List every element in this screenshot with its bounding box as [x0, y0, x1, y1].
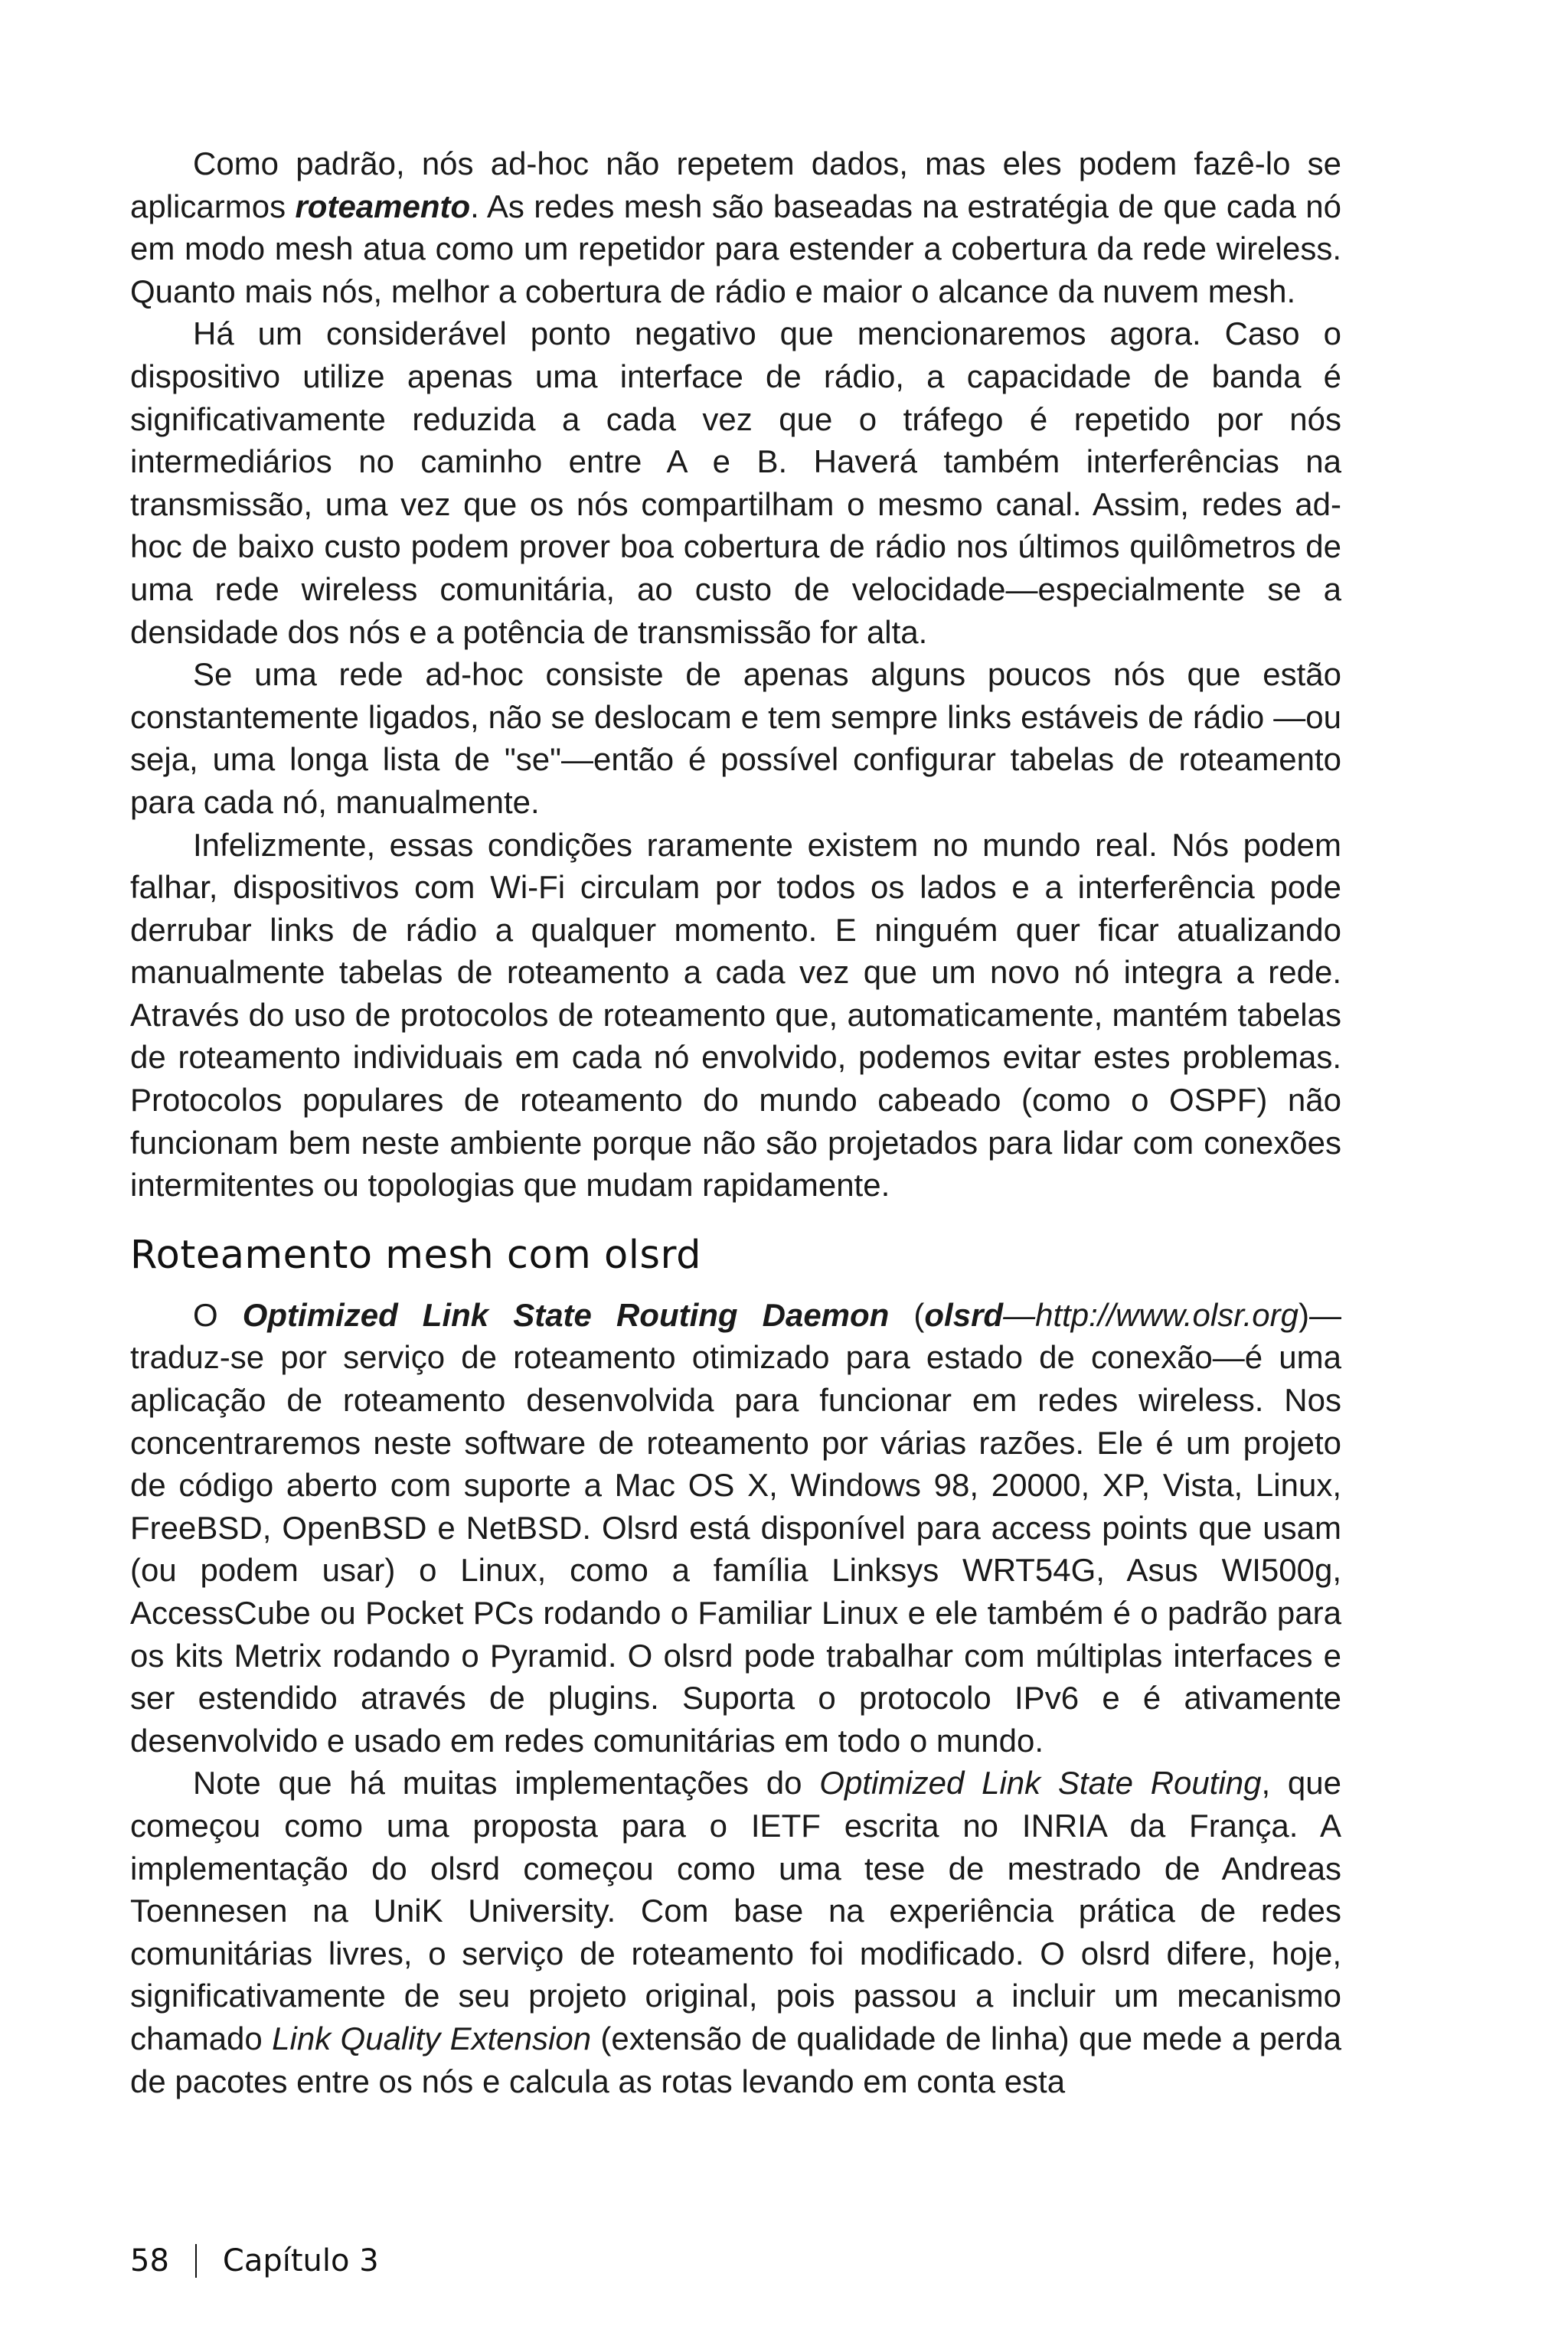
text-run: Optimized Link State Routing Daemon	[242, 1296, 890, 1333]
text-run: Link Quality Extension	[272, 2020, 592, 2056]
paragraph-static-routing	[130, 653, 1341, 823]
page-body	[130, 142, 1341, 2102]
text-run: O	[193, 1296, 243, 1333]
text-run: Há um considerável ponto negativo que mencionaremos agora. Caso o dispositivo utilize apenas uma interface de rádio, a capacidade de banda é significativamente reduzida a cada vez que o tráfego é repetido por nós intermediários no caminho entre A e B. Haverá também interferências na transmissão, uma vez que os nós compartilham o mesmo canal. Assim, redes ad-hoc de baixo custo podem prover boa cobertura de rádio nos últimos quilômetros de uma rede wireless comunitária, ao custo de velocidade—especialmente se a densidade dos nós e a potência de transmissão for alta.	[130, 315, 1341, 650]
text-run: Se uma rede ad-hoc consiste de apenas alguns poucos nós que estão constantemente ligados, não se deslocam e tem sempre links estáveis de rádio —ou seja, uma longa lista de "se"—então é possível configurar tabelas de roteamento para cada nó, manualmente.	[130, 656, 1341, 820]
paragraph-olsr-implementations	[130, 1762, 1341, 2102]
section-heading: Roteamento mesh com olsrd	[130, 1232, 701, 1278]
paragraph-real-world-problems	[130, 824, 1341, 1207]
text-run: olsrd	[924, 1296, 1004, 1333]
text-run: Infelizmente, essas condições raramente existem no mundo real. Nós podem falhar, dispositivos com Wi-Fi circulam por todos os lados e a interferência pode derrubar links de rádio a qualquer momento. E ninguém quer ficar atualizando manualmente tabelas de roteamento a cada vez que um novo nó integra a rede. Através do uso de protocolos de roteamento que, automaticamente, mantém tabelas de roteamento individuais em cada nó envolvido, podemos evitar estes problemas. Protocolos populares de roteamento do mundo cabeado (como o OSPF) não funcionam bem neste ambiente porque não são projetados para lidar com conexões intermitentes ou topologias que mudam rapidamente.	[130, 826, 1341, 1204]
paragraph-bandwidth-drawback	[130, 312, 1341, 653]
text-run: Como padrão, nós ad-hoc não repetem dados, mas eles podem fazê-lo se aplicarmos	[130, 145, 1341, 224]
text-run: roteamento	[295, 188, 471, 224]
text-run: , que começou como uma proposta para o IETF escrita no INRIA da França. A implementação do olsrd começou como uma tese de mestrado de Andreas Toennesen na UniK University. Com base na experiência prática de redes comunitárias livres, o serviço de roteamento foi modificado. O olsrd difere, hoje, significativamente de seu projeto original, pois passou a incluir um mecanismo chamado	[130, 1765, 1341, 2056]
text-run: Note que há muitas implementações do	[193, 1765, 820, 1802]
text-run: )—traduz-se por serviço de roteamento otimizado para estado de conexão—é uma aplicação de roteamento desenvolvida para funcionar em redes wireless. Nos concentraremos neste software de roteamento por várias razões. Ele é um projeto de código aberto com suporte a Mac OS X, Windows 98, 20000, XP, Vista, Linux, FreeBSD, OpenBSD e NetBSD. Olsrd está disponível para access points que usam (ou podem usar) o Linux, como a família Linksys WRT54G, Asus WI500g, AccessCube ou Pocket PCs rodando o Familiar Linux e ele também é o padrão para os kits Metrix rodando o Pyramid. O olsrd pode trabalhar com múltiplas interfaces e ser estendido através de plugins. Suporta o protocolo IPv6 e é ativamente desenvolvido e usado em redes comunitárias em todo o mundo.	[130, 1296, 1341, 1759]
chapter-label: Capítulo 3	[222, 2243, 379, 2278]
page-number: 58	[130, 2243, 169, 2278]
text-run: . As redes mesh são baseadas na estratégia de que cada nó em modo mesh atua como um repetidor para estender a cobertura da rede wireless. Quanto mais nós, melhor a cobertura de rádio e maior o alcance da nuvem mesh.	[130, 188, 1341, 309]
page-footer	[130, 2243, 379, 2278]
paragraph-adhoc-repeat	[130, 142, 1341, 312]
text-run: —http://www.olsr.org	[1003, 1296, 1298, 1333]
footer-divider	[195, 2244, 197, 2278]
text-run: (	[889, 1296, 925, 1333]
text-run: (extensão de qualidade de linha) que mede a perda de pacotes entre os nós e calcula as rotas levando em conta esta	[130, 2020, 1341, 2099]
text-run: Optimized Link State Routing	[819, 1765, 1262, 1802]
paragraph-olsrd-intro	[130, 1294, 1341, 1762]
